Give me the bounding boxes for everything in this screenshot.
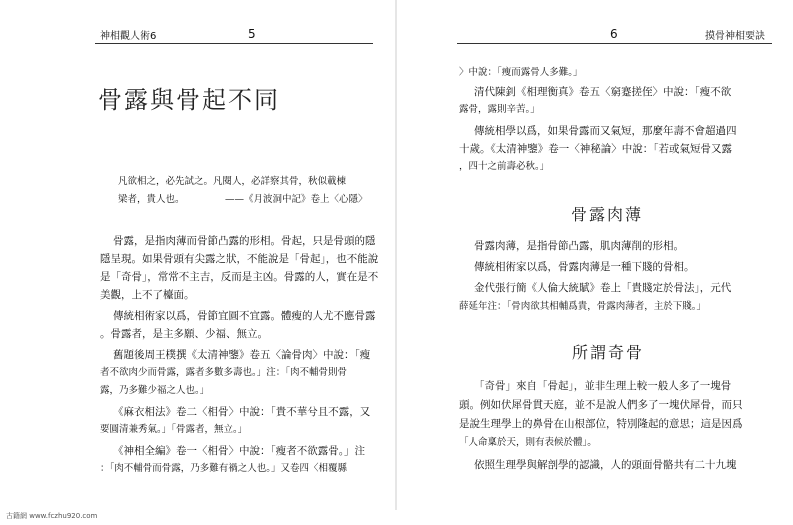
left-line-6: 。骨露者，是主多願、少福、無立。 bbox=[100, 328, 268, 340]
right-line-6: ，四十之前壽必秋。」 bbox=[459, 161, 550, 172]
chapter-title: 骨露與骨起不同 bbox=[98, 86, 280, 114]
left-running-head: 神相觀人術6 bbox=[100, 31, 157, 42]
section-title-bone-exposed: 骨露肉薄 bbox=[571, 205, 644, 224]
left-page bbox=[0, 0, 396, 510]
left-line-9: 露，乃多難少福之人也。」 bbox=[100, 385, 210, 396]
left-line-7: 舊題後周王樸撰《太清神鑒》卷五〈論骨肉〉中說：「瘦 bbox=[113, 349, 371, 361]
left-line-10: 《麻衣相法》卷二〈相骨〉中說：「貴不華兮且不露，又 bbox=[113, 406, 371, 418]
right-page-number: 6 bbox=[610, 27, 618, 41]
section1-line-4: 薛延年注：「骨肉欲其相輔爲貴，骨露肉薄者，主於下賤。」 bbox=[459, 301, 707, 312]
right-line-2: 清代陳釗《相理衡真》卷五〈窮蹇搓侄〉中說：「瘦不欲 bbox=[474, 86, 732, 98]
section-title-unusual-bone: 所謂奇骨 bbox=[572, 343, 645, 362]
right-line-3: 露骨，露則辛苦。」 bbox=[459, 104, 540, 115]
left-line-1: 骨露，是指肉薄而骨節凸露的形相。骨起，只是骨頭的隱 bbox=[113, 235, 376, 247]
left-header-rule bbox=[95, 43, 373, 44]
right-line-5: 十歲。《太清神鑒》卷一〈神秘論〉中說：「若或氣短骨又露 bbox=[459, 143, 732, 155]
section1-line-3: 金代張行簡《人倫大統賦》卷上「貴賤定於骨法」，元代 bbox=[474, 282, 732, 294]
left-line-13: ：「肉不輔骨而骨露，乃多難有禍之人也。」又卷四〈相覆縣 bbox=[100, 463, 348, 474]
section1-line-2: 傳統相術家以爲，骨露肉薄是一種下賤的骨相。 bbox=[474, 261, 695, 273]
left-line-11: 要圓清兼秀氣。」「骨露者，無立。」 bbox=[100, 424, 248, 435]
left-line-4: 美觀，上不了檯面。 bbox=[100, 289, 195, 301]
left-line-8: 者不欲肉少而骨露，露者多數多壽也。」注：「肉不輔骨則骨 bbox=[100, 367, 348, 378]
epigraph-line-1: 凡欲相之，必先試之。凡閱人，必詳察其骨，秋似載棟 bbox=[118, 176, 347, 187]
section2-line-4: 「人命稟於天，則有表候於體」。 bbox=[459, 437, 597, 448]
site-watermark: 古籍網 www.fczhu920.com bbox=[6, 512, 98, 520]
right-line-4: 傳統相學以爲，如果骨露而又氣短，那麼年壽不會超過四 bbox=[474, 125, 737, 137]
left-page-number: 5 bbox=[248, 27, 256, 41]
right-line-1: 〉中說：「瘦而露骨人多難。」 bbox=[459, 67, 583, 78]
left-line-5: 傳統相術家以爲，骨節宜圓不宜露。體瘦的人尤不應骨露 bbox=[113, 310, 376, 322]
right-page bbox=[397, 0, 793, 510]
left-line-2: 隱呈現。如果骨頭有尖露之狀，不能說是「骨起」，也不能說 bbox=[100, 253, 379, 265]
section2-line-2: 頭。例如伏犀骨貫天庭，並不是說人們多了一塊伏犀骨，而只 bbox=[459, 399, 743, 411]
epigraph-source: ——《月波洞中記》卷上〈心隱〉 bbox=[225, 194, 368, 205]
epigraph-line-2: 梁者，貴人也。 bbox=[118, 194, 185, 205]
right-running-head: 摸骨神相要訣 bbox=[705, 31, 765, 42]
right-header-rule bbox=[457, 43, 772, 44]
section2-line-5: 依照生理學與解剖學的認識，人的頭面骨骼共有二十九塊 bbox=[474, 459, 737, 471]
section2-line-1: 「奇骨」來自「骨起」，並非生理上較一般人多了一塊骨 bbox=[474, 380, 732, 392]
section2-line-3: 是說生理學上的鼻骨在山根部位，特別隆起的意思；這是因爲 bbox=[459, 418, 743, 430]
section1-line-1: 骨露肉薄，是指骨節凸露，肌肉薄削的形相。 bbox=[474, 240, 684, 252]
left-line-3: 是「奇骨」，常常不主吉，反而是主凶。骨露的人，實在是不 bbox=[100, 271, 379, 283]
left-line-12: 《神相全編》卷一〈相骨〉中說：「瘦者不欲露骨。」注 bbox=[113, 445, 365, 457]
